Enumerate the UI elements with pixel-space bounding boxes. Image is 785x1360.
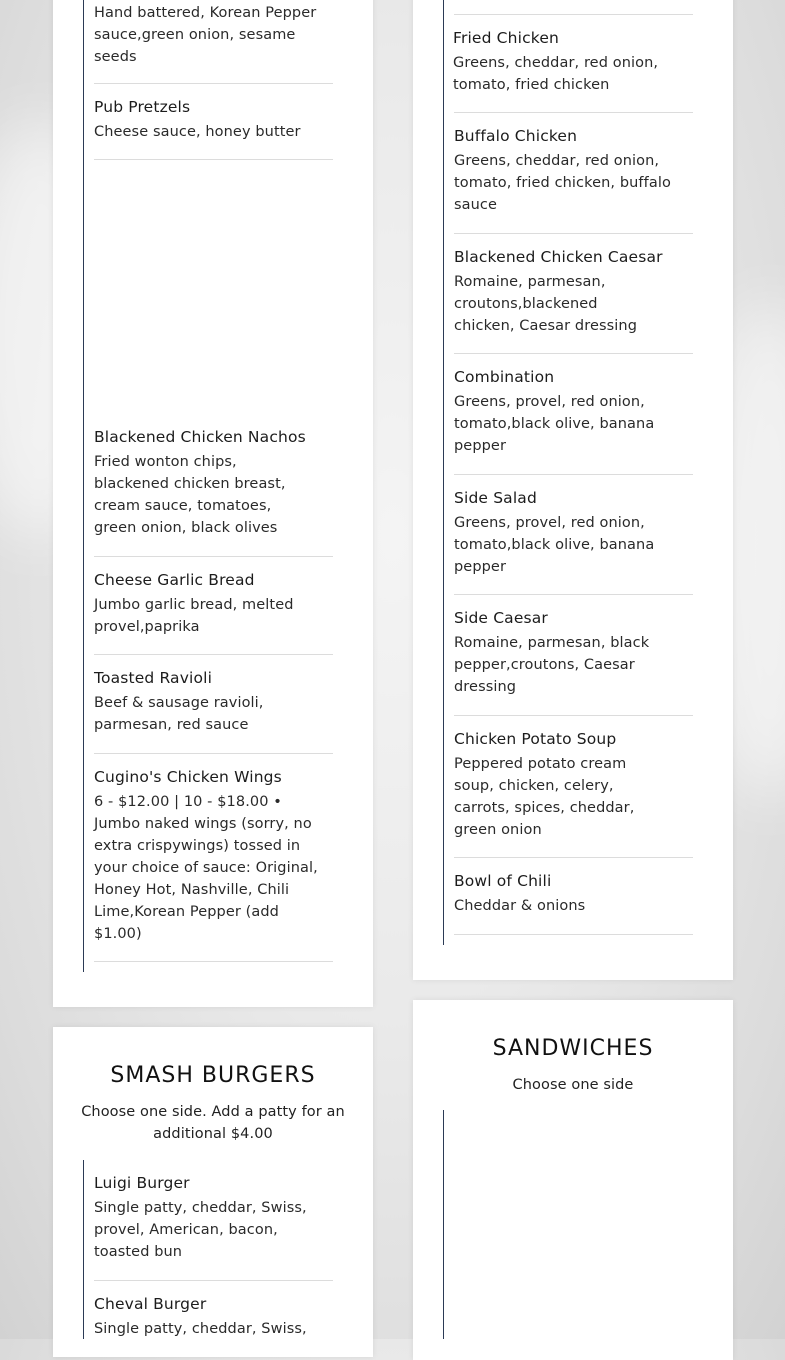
item-description: Greens, provel, red onion, tomato,black olive, banana pepper (454, 515, 655, 575)
menu-item (94, 569, 329, 638)
divider (94, 1280, 333, 1281)
divider (454, 594, 693, 595)
item-name: Cheval Burger (94, 1295, 207, 1313)
accent-line (83, 1160, 84, 1339)
section-subtitle: Choose one side. Add a patty for an additional $4.00 (81, 1104, 345, 1142)
menu-item (454, 607, 689, 698)
divider (94, 654, 333, 655)
item-description: Beef & sausage ravioli, parmesan, red sauce (94, 695, 264, 733)
divider (454, 934, 693, 935)
item-name: Fried Chicken (453, 29, 559, 47)
divider (454, 233, 693, 234)
menu-item (94, 667, 329, 736)
item-name: Combination (454, 368, 555, 386)
item-name: Cugino's Chicken Wings (94, 768, 282, 786)
menu-item (454, 125, 689, 216)
section-subtitle: Choose one side (512, 1077, 634, 1093)
accent-line (443, 1110, 444, 1339)
divider (454, 857, 693, 858)
item-description: Greens, cheddar, red onion, tomato, fried chicken (453, 55, 659, 93)
menu-item (453, 27, 688, 96)
menu-item (454, 870, 689, 917)
item-description: Single patty, cheddar, Swiss, (94, 1321, 307, 1337)
item-description: Cheddar & onions (454, 898, 586, 914)
item-description: Romaine, parmesan, croutons,blackened chicken, Caesar dressing (454, 274, 638, 334)
menu-item (94, 96, 334, 143)
menu-item (94, 1293, 329, 1340)
item-description: Greens, cheddar, red onion, tomato, fried chicken, buffalo sauce (454, 153, 671, 213)
menu-item (94, 1172, 329, 1263)
item-name: Blackened Chicken Nachos (94, 428, 306, 446)
divider (454, 112, 693, 113)
item-name: Pub Pretzels (94, 98, 191, 116)
menu-item (454, 728, 689, 841)
item-name: Bowl of Chili (454, 872, 552, 890)
item-description: Cheese sauce, honey butter (94, 124, 301, 140)
divider (454, 353, 693, 354)
item-description: Single patty, cheddar, Swiss, provel, American, bacon, toasted bun (94, 1200, 307, 1260)
item-name: Side Salad (454, 489, 537, 507)
item-name: Buffalo Chicken (454, 127, 578, 145)
divider (454, 14, 693, 15)
item-description: Hand battered, Korean Pepper sauce,green onion, sesame seeds (94, 5, 317, 65)
item-name: Cheese Garlic Bread (94, 571, 255, 589)
menu-item (94, 2, 324, 68)
divider (94, 753, 333, 754)
item-description: 6 - $12.00 | 10 - $18.00 • Jumbo naked wings (sorry, no extra crispywings) tossed in your choice of sauce: Original, Honey Hot, Nashville, Chili Lime,Korean Pepper (add $1.00) (94, 794, 318, 942)
accent-line (443, 0, 444, 945)
item-description: Fried wonton chips, blackened chicken breast, cream sauce, tomatoes, green onion, black olives (94, 454, 286, 536)
item-name: Luigi Burger (94, 1174, 190, 1192)
divider (454, 474, 693, 475)
section-title: SANDWICHES (492, 1036, 654, 1061)
item-name: Side Caesar (454, 609, 548, 627)
accent-line (83, 0, 84, 972)
menu-item (94, 426, 334, 539)
item-description: Greens, provel, red onion, tomato,black olive, banana pepper (454, 394, 655, 454)
item-description: Peppered potato cream soup, chicken, celery, carrots, spices, cheddar, green onion (454, 756, 635, 838)
menu-item (454, 487, 689, 578)
divider (94, 83, 333, 84)
item-name: Chicken Potato Soup (454, 730, 617, 748)
menu-item (454, 366, 689, 457)
item-description: Romaine, parmesan, black pepper,croutons, Caesar dressing (454, 635, 650, 695)
item-name: Blackened Chicken Caesar (454, 248, 663, 266)
section-title: SMASH BURGERS (110, 1063, 316, 1088)
divider (454, 715, 693, 716)
divider (94, 556, 333, 557)
menu-item (94, 766, 329, 945)
divider (94, 961, 333, 962)
item-description: Jumbo garlic bread, melted provel,paprika (94, 597, 294, 635)
item-name: Toasted Ravioli (94, 669, 213, 687)
divider (94, 159, 333, 160)
menu-item (454, 246, 689, 337)
